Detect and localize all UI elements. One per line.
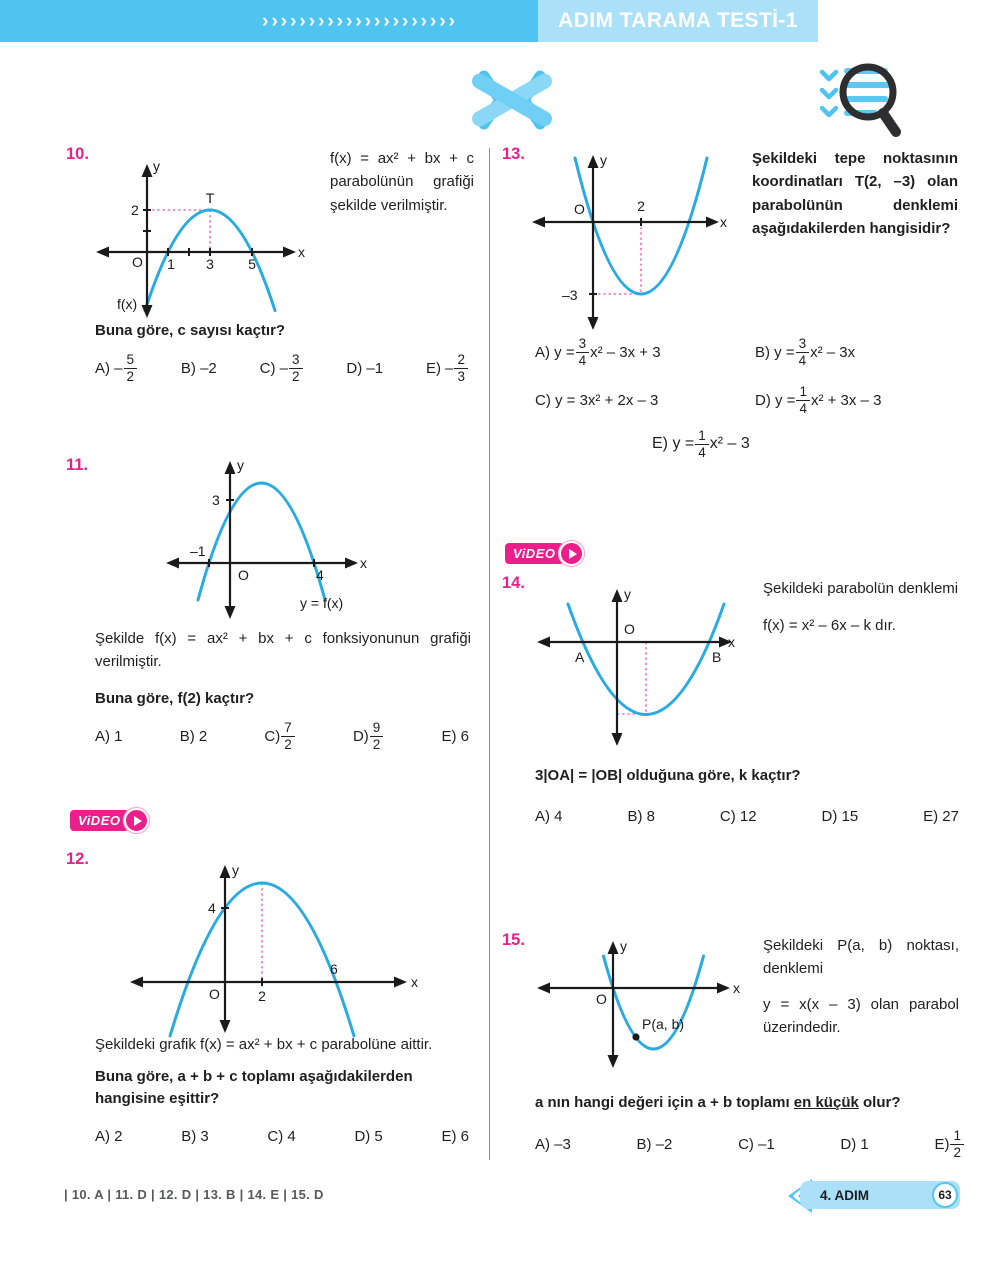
axis-label-x: x (720, 214, 727, 230)
option-c: C) 4 (267, 1128, 296, 1145)
question-11-prompt: Buna göre, f(2) kaçtır? (95, 690, 255, 707)
point-label-A: A (575, 649, 585, 665)
origin-label: O (238, 567, 249, 583)
option-b: B) 3 (181, 1128, 209, 1145)
option-d: D) $\frac{9}{2}$ (353, 720, 384, 752)
question-12-prompt: Buna göre, a + b + c toplamı aşağıdakilerden hangisine eşittir? (95, 1068, 413, 1107)
step-pill-body (800, 1181, 960, 1209)
question-13-options-row3 (652, 428, 750, 460)
origin-label: O (624, 621, 635, 637)
tick-label-4: 4 (208, 900, 216, 916)
point-label-B: B (712, 649, 722, 665)
figure-q14-parabola (535, 584, 740, 754)
column-divider (489, 148, 490, 1160)
answer-key: | 10. A | 11. D | 12. D | 13. B | 14. E | 15. D (64, 1187, 324, 1202)
question-12-body: Şekildeki grafik f(x) = ax² + bx + c parabolüne aittir. (95, 1036, 433, 1053)
option-e: E) – $\frac{2}{3}$ (426, 352, 469, 384)
curve-label: y = f(x) (300, 595, 344, 611)
side-equation: f(x) = x² – 6x – k dır. (763, 617, 896, 635)
figure-q11-parabola (162, 455, 377, 625)
tick-label-2: 2 (258, 988, 266, 1004)
side-line-1: Şekildeki parabolün denklemi (763, 580, 959, 597)
question-15-options (535, 1128, 965, 1160)
axis-label-y: y (153, 158, 160, 174)
play-icon (559, 541, 584, 566)
option-e: E) y = $\frac{1}{4}$ x² – 3 (652, 428, 750, 460)
tick-label-5: 5 (248, 256, 256, 272)
option-b: B) 2 (179, 727, 208, 745)
tick-label-4: 4 (316, 567, 324, 583)
question-15-side-text (763, 934, 959, 1039)
tick-label-minus3: –3 (562, 287, 578, 303)
option-c: C) 12 (719, 808, 757, 825)
origin-label: O (596, 991, 607, 1007)
option-d: D) 1 (840, 1135, 869, 1153)
origin-label: O (574, 201, 585, 217)
tick-label-3: 3 (212, 492, 220, 508)
question-15-prompt: a nın hangi değeri için a + b toplamı en küçük olur? (535, 1094, 901, 1111)
figure-q15-parabola (535, 938, 745, 1073)
option-c: C) $\frac{7}{2}$ (264, 720, 295, 752)
header-x-emblem-icon (462, 68, 562, 132)
question-13-options-row1 (535, 336, 959, 368)
page-title: ADIM TARAMA TESTİ-1 (558, 9, 798, 32)
question-14-side-text (763, 577, 959, 638)
header-band-light (538, 0, 818, 42)
option-c: C) y = 3x² + 2x – 3 (535, 391, 659, 409)
axis-label-y: y (624, 586, 631, 602)
vertex-label-T: T (205, 190, 215, 206)
axis-label-y: y (232, 862, 239, 878)
question-11-options (95, 720, 469, 752)
question-13-number: 13. (502, 145, 525, 163)
origin-label: O (209, 986, 220, 1002)
axis-label-x: x (733, 980, 740, 996)
option-b: B) 8 (627, 808, 655, 825)
axis-label-x: x (411, 974, 418, 990)
axis-label-y: y (600, 152, 607, 168)
option-d: D) –1 (346, 359, 384, 377)
page-number: 63 (932, 1182, 958, 1208)
question-11-body: Şekilde f(x) = ax² + bx + c fonksiyonunun grafiği verilmiştir. (95, 630, 471, 670)
option-c: C) –1 (738, 1135, 775, 1153)
point-P-dot (632, 1033, 639, 1040)
question-13-side-text: Şekildeki tepe noktasının koordinatları T(2, –3) olan parabolünün denklemi aşağıdakilerden hangisidir? (752, 150, 958, 237)
option-a: A) 4 (535, 808, 563, 825)
option-a: A) – $\frac{5}{2}$ (95, 352, 138, 384)
option-a: A) 2 (95, 1128, 123, 1145)
question-12-options (95, 1128, 469, 1145)
question-10-number: 10. (66, 145, 89, 163)
question-12-number: 12. (66, 850, 89, 868)
axis-label-x: x (728, 634, 735, 650)
tick-label-minus1: –1 (190, 543, 206, 559)
option-d: D) 15 (821, 808, 859, 825)
point-label-P: P(a, b) (642, 1016, 685, 1032)
play-icon (124, 808, 149, 833)
option-d: D) 5 (354, 1128, 383, 1145)
video-badge (70, 808, 149, 833)
page-step-pill (796, 1181, 960, 1211)
origin-label: O (132, 254, 143, 270)
question-10-side-text: f(x) = ax² + bx + c parabolünün grafiği şekilde verilmiştir. (330, 150, 474, 214)
question-13-options-row2 (535, 384, 959, 416)
axis-label-x: x (360, 555, 367, 571)
question-10-options (95, 352, 469, 384)
figure-q13-parabola (530, 150, 730, 340)
option-e: E) 6 (441, 1128, 469, 1145)
tick-label-6: 6 (330, 961, 338, 977)
question-11-number: 11. (66, 456, 89, 474)
question-14-prompt: 3|OA| = |OB| olduğuna göre, k kaçtır? (535, 767, 801, 784)
option-a: A) 1 (95, 727, 123, 745)
option-b: B) –2 (636, 1135, 673, 1153)
video-label: ViDEO (505, 543, 564, 564)
question-14-options (535, 808, 959, 825)
option-e: E) $\frac{1}{2}$ (934, 1128, 965, 1160)
option-a: A) y = $\frac{3}{4}$ x² – 3x + 3 (535, 336, 661, 368)
header-band-dark (0, 0, 538, 42)
tick-label-2: 2 (637, 198, 645, 214)
option-b: B) y = $\frac{3}{4}$ x² – 3x (755, 336, 856, 368)
question-10-prompt: Buna göre, c sayısı kaçtır? (95, 322, 286, 339)
option-a: A) –3 (535, 1135, 571, 1153)
side-line-1: Şekildeki P(a, b) noktası, denklemi (763, 937, 959, 978)
figure-q12-parabola (125, 860, 425, 1040)
question-15-number: 15. (502, 931, 525, 949)
tick-label-1: 1 (167, 256, 175, 272)
axis-label-y: y (237, 457, 244, 473)
option-e: E) 6 (441, 727, 469, 745)
header-arrows: ››››››››››››››››››››› (262, 10, 458, 32)
tick-label-2: 2 (131, 202, 139, 218)
step-label: 4. ADIM (820, 1187, 870, 1203)
question-14-number: 14. (502, 574, 525, 592)
option-e: E) 27 (923, 808, 959, 825)
option-d: D) y = $\frac{1}{4}$ x² + 3x – 3 (755, 384, 882, 416)
fx-label: f(x) (117, 296, 138, 312)
header-magnifier-checklist-icon (812, 60, 907, 140)
axis-label-y: y (620, 938, 627, 954)
tick-label-3: 3 (206, 256, 214, 272)
option-b: B) –2 (180, 359, 217, 377)
figure-q10-parabola (95, 156, 310, 326)
video-badge (505, 541, 584, 566)
side-equation: y = x(x – 3) olan parabol üzerindedir. (763, 995, 959, 1036)
option-c: C) – $\frac{3}{2}$ (260, 352, 304, 384)
axis-label-x: x (298, 244, 305, 260)
video-label: ViDEO (70, 810, 129, 831)
